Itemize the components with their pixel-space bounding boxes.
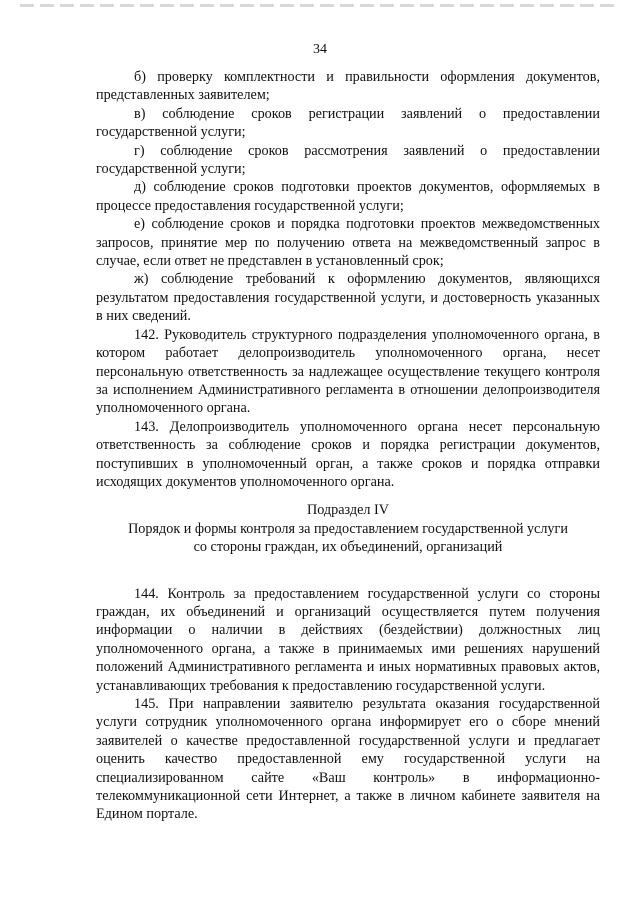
scan-artifact-line bbox=[20, 4, 620, 7]
paragraph-e: е) соблюдение сроков и порядка подготовки проектов межведомственных запросов, принятие мер по получению ответа на межведомственный запрос в случае, если ответ не представлен в установленный срок; bbox=[96, 216, 600, 270]
paragraph-d: д) соблюдение сроков подготовки проектов документов, оформляемых в процессе предоставления государственной услуги; bbox=[96, 179, 600, 214]
section-title-line-1: Порядок и формы контроля за предоставлением государственной услуги bbox=[128, 520, 568, 537]
section-label: Подраздел IV bbox=[306, 502, 389, 519]
paragraph-144: 144. Контроль за предоставлением государственной услуги со стороны граждан, их объединений и организаций осуществляется путем получения информации о наличии в действиях (бездействии) должностных лиц уполномоченного органа, а также в принимаемых ими решениях нарушений положений Административного регламента и иных нормативных правовых актов, устанавливающих требования к предоставлению государственной услуги. bbox=[96, 585, 600, 694]
page-number: 34 bbox=[313, 42, 327, 57]
paragraph-v: в) соблюдение сроков регистрации заявлений о предоставлении государственной услуги; bbox=[96, 105, 600, 141]
paragraph-g: г) соблюдение сроков рассмотрения заявлений о предоставлении государственной услуги; bbox=[96, 142, 600, 178]
paragraph-145: 145. При направлении заявителю результата оказания государственной услуги сотрудник уполномоченного органа информирует его о сборе мнений заявителей о качестве предоставленной государственной услуги и предлагает оценить качество предоставленной ему государственной услуги на специализированном сайте «Ваш контроль» в информационно-телекоммуникационной сети Интернет, а также в личном кабинете заявителя на Едином портале. bbox=[96, 696, 600, 823]
section-title-line-2: со стороны граждан, их объединений, организаций bbox=[193, 539, 503, 556]
paragraph-143: 143. Делопроизводитель уполномоченного органа несет персональную ответственность за соблюдение сроков и порядка регистрации документов, поступивших в уполномоченный орган, а также сроков и порядка отправки исходящих документов уполномоченного органа. bbox=[96, 418, 600, 490]
paragraph-b: б) проверку комплектности и правильности оформления документов, представленных заявителем; bbox=[96, 69, 600, 104]
document-body bbox=[96, 68, 600, 824]
paragraph-zh: ж) соблюдение требований к оформлению документов, являющихся результатом предоставления государственной услуги, и достоверность указанных в них сведений. bbox=[96, 271, 600, 325]
paragraph-142: 142. Руководитель структурного подразделения уполномоченного органа, в котором работает делопроизводитель уполномоченного органа, несет персональную ответственность за надлежащее осуществление текущего контроля за исполнением Административного регламента в отношении делопроизводителя уполномоченного органа. bbox=[96, 326, 600, 417]
